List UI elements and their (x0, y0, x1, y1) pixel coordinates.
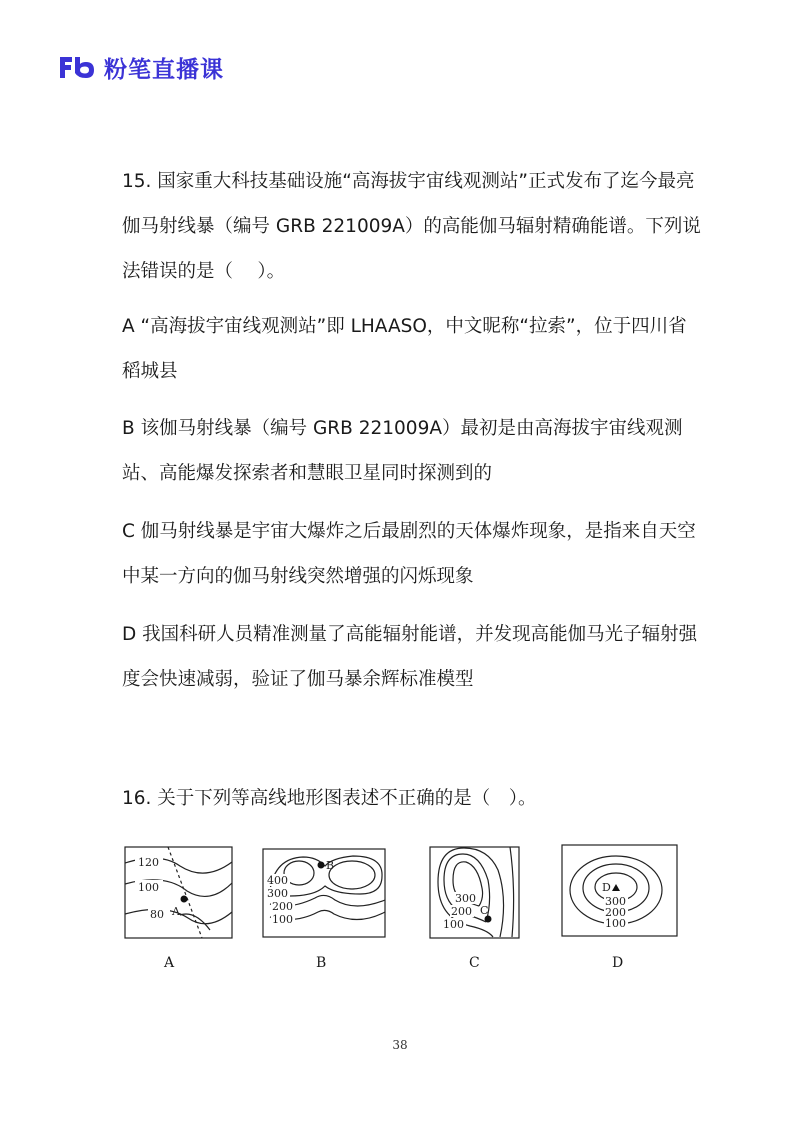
question-15-option-b: B 该伽马射线暴（编号 GRB 221009A）最初是由高海拔宇宙线观测站、高能爆发探索者和慧眼卫星同时探测到的 (122, 418, 683, 484)
map-b-contour-200: 200 (272, 900, 293, 913)
map-b-point-label: B (326, 859, 335, 872)
question-15-option-c: C 伽马射线暴是宇宙大爆炸之后最剧烈的天体爆炸现象，是指来自天空中某一方向的伽马射线突然增强的闪烁现象 (122, 521, 696, 587)
page-number: 38 (392, 1038, 408, 1052)
contour-map-d (562, 845, 677, 936)
map-d-contour-300: 300 (605, 895, 626, 908)
map-caption-d: D (612, 955, 624, 971)
map-d-contour-100: 100 (605, 917, 626, 930)
map-a-point-label: A (172, 905, 180, 918)
map-b-contour-100: 100 (272, 913, 293, 926)
map-d-point-label: D (602, 881, 611, 894)
contour-map-c (430, 847, 519, 938)
map-caption-c: C (469, 955, 480, 971)
map-a-contour-120: 120 (138, 856, 159, 869)
question-16-stem: 16. 关于下列等高线地形图表述不正确的是（ ）。 (122, 788, 537, 809)
question-15-option-a: A “高海拔宇宙线观测站”即 LHAASO，中文昵称“拉索”，位于四川省稻城县 (122, 316, 687, 382)
map-caption-b: B (316, 955, 327, 971)
map-caption-a: A (164, 955, 175, 971)
map-c-point-label: C (480, 904, 489, 917)
question-15-stem: 15. 国家重大科技基础设施“高海拔宇宙线观测站”正式发布了迄今最亮伽马射线暴（编号 GRB 221009A）的高能伽马辐射精确能谱。下列说法错误的是（ ）。 (122, 171, 701, 282)
map-b-contour-400: 400 (267, 874, 288, 887)
contour-maps-figure (120, 840, 690, 980)
contour-map-a (125, 847, 232, 938)
map-c-contour-300: 300 (455, 892, 476, 905)
map-c-contour-200: 200 (451, 905, 472, 918)
question-15-option-d: D 我国科研人员精准测量了高能辐射能谱，并发现高能伽马光子辐射强度会快速减弱，验证了伽马暴余辉标准模型 (122, 624, 698, 690)
map-c-contour-100: 100 (443, 918, 464, 931)
map-a-contour-100: 100 (138, 881, 159, 894)
fb-logo-icon (58, 54, 96, 80)
contour-map-b (263, 849, 385, 937)
map-a-contour-80: 80 (150, 908, 164, 921)
brand-logo (58, 52, 224, 82)
brand-name: 粉笔直播课 (104, 56, 224, 83)
map-b-contour-300: 300 (267, 887, 288, 900)
map-d-contour-200: 200 (605, 906, 626, 919)
